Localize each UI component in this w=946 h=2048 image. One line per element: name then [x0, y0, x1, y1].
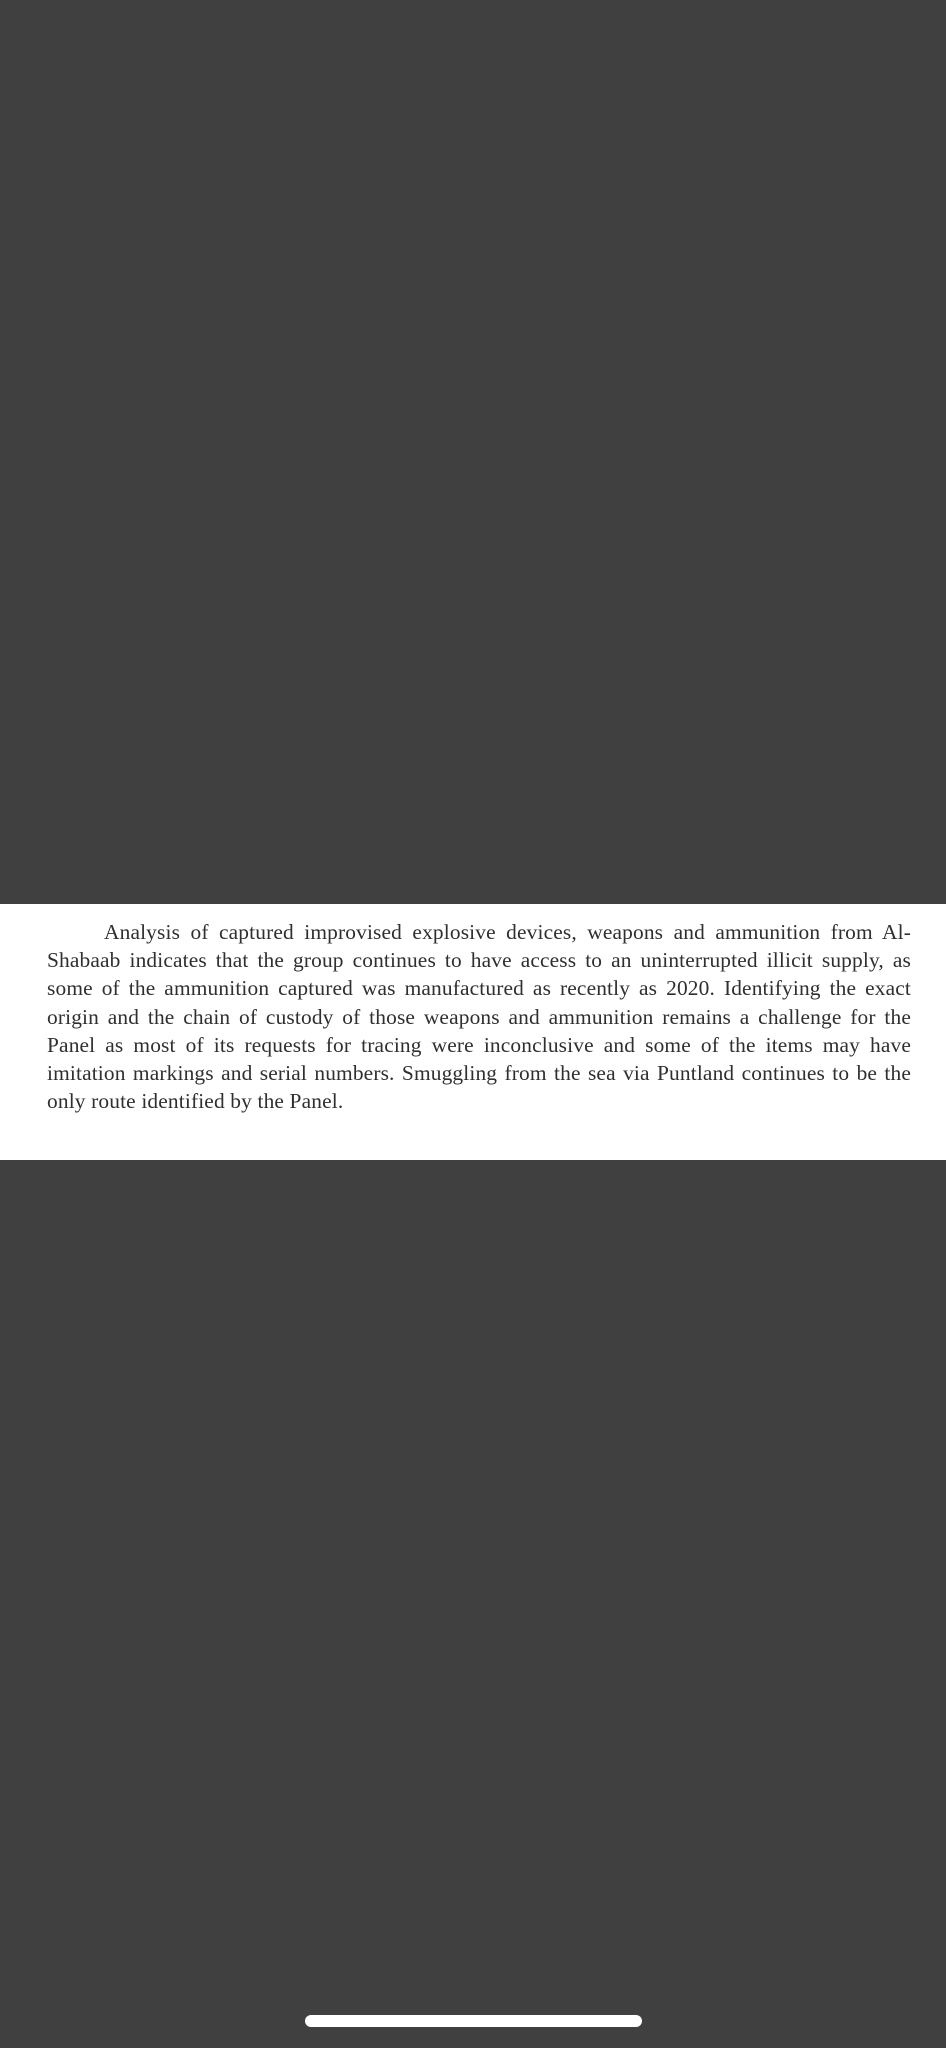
document-paragraph: Analysis of captured improvised explosive devices, weapons and ammunition from Al-Shabaab indicates that the group continues to have access to an uninterrupted illicit supply, as some of the ammunition captured was manufactured as recently as 2020. Identifying the exact origin and the chain of custody of those weapons and ammunition remains a challenge for the Panel as most of its requests for tracing were inconclusive and some of the items may have imitation markings and serial numbers. Smuggling from the sea via Puntland continues to be the only route identified by the Panel.	[47, 920, 911, 1114]
home-indicator[interactable]	[305, 2015, 642, 2027]
document-text-image[interactable]	[0, 904, 946, 1160]
